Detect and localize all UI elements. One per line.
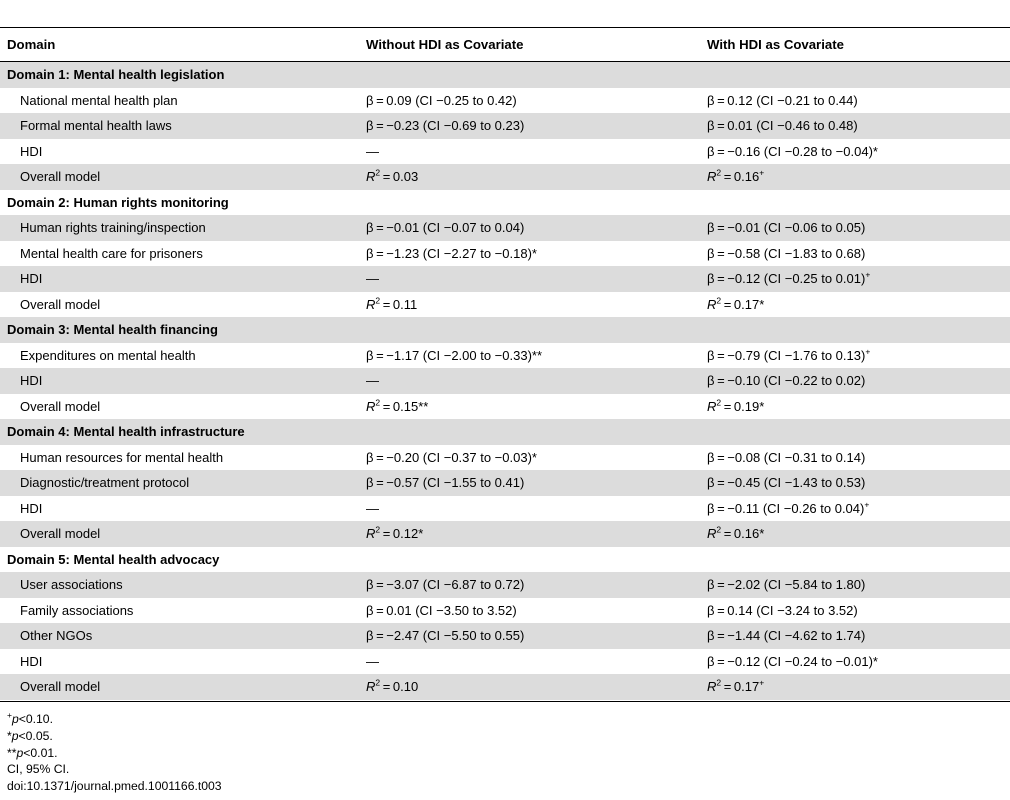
row-label: HDI <box>20 271 43 286</box>
cell-value: β = −2.02 (CI −5.84 to 1.80) <box>707 577 866 592</box>
value-with-hdi <box>707 93 858 108</box>
cell-value: β = −0.08 (CI −0.31 to 0.14) <box>707 449 866 465</box>
footnote-variable: p <box>11 712 19 726</box>
cell-value: β = −0.01 (CI −0.07 to 0.04) <box>366 220 525 235</box>
domain-section-row <box>0 317 1010 343</box>
cell-value: — <box>366 271 379 286</box>
footnote-mark: * <box>7 728 12 743</box>
value-without-hdi <box>366 220 524 235</box>
cell-value: 0.12 <box>392 526 419 541</box>
section-label: Domain 2: Human rights monitoring <box>7 194 229 210</box>
value-without-hdi <box>366 628 524 643</box>
row-label: National mental health plan <box>20 92 178 108</box>
value-with-hdi <box>707 220 865 235</box>
r-squared-exponent: 2 <box>716 397 722 408</box>
table-row <box>0 139 1010 165</box>
table-row <box>0 394 1010 420</box>
equals-sign: = <box>721 526 734 541</box>
r-squared-exponent: 2 <box>375 677 381 688</box>
header-with-hdi: With HDI as Covariate <box>707 37 844 52</box>
footnote-line <box>7 778 222 795</box>
r-squared-exponent: 2 <box>375 397 381 408</box>
row-label: Formal mental health laws <box>20 118 172 133</box>
table-row <box>0 215 1010 241</box>
value-with-hdi <box>707 679 764 694</box>
footnote-text: <0.01. <box>23 745 58 760</box>
cell-value: 0.15 <box>392 398 419 414</box>
cell-value: β = −0.23 (CI −0.69 to 0.23) <box>366 118 525 133</box>
value-with-hdi <box>707 603 858 618</box>
r-squared-exponent: 2 <box>716 677 722 688</box>
r-squared-exponent: 2 <box>375 295 381 306</box>
value-with-hdi <box>707 348 870 363</box>
section-label: Domain 1: Mental health legislation <box>7 67 225 82</box>
r-squared-symbol: R <box>707 398 717 414</box>
cell-value: 0.16 <box>733 526 760 541</box>
table-row <box>0 470 1010 496</box>
significance-mark: + <box>865 346 871 357</box>
domain-section-row <box>0 190 1010 216</box>
cell-value: β = −1.44 (CI −4.62 to 1.74) <box>707 628 866 643</box>
row-label: Overall model <box>20 526 101 541</box>
table-bottom-rule <box>0 701 1010 702</box>
footnote-text: <0.05. <box>18 728 53 743</box>
cell-value: β = 0.12 (CI −0.21 to 0.44) <box>707 92 858 108</box>
row-label: Overall model <box>20 679 101 694</box>
row-label: HDI <box>20 500 43 516</box>
equals-sign: = <box>380 526 393 541</box>
value-without-hdi <box>366 144 379 159</box>
significance-mark: ** <box>531 347 543 363</box>
table-row <box>0 521 1010 547</box>
equals-sign: = <box>380 398 393 414</box>
table-body <box>0 62 1010 700</box>
cell-value: β = 0.09 (CI −0.25 to 0.42) <box>366 92 517 108</box>
value-without-hdi <box>366 271 379 286</box>
cell-value: 0.03 <box>392 169 419 184</box>
footnote-line <box>7 745 222 762</box>
table-row <box>0 496 1010 522</box>
footnote-variable: p <box>16 745 24 760</box>
table-row <box>0 368 1010 394</box>
value-with-hdi <box>707 246 865 261</box>
value-without-hdi <box>366 526 423 541</box>
value-with-hdi <box>707 373 865 388</box>
cell-value: 0.17 <box>733 679 760 694</box>
table-row <box>0 572 1010 598</box>
significance-mark: + <box>759 677 765 688</box>
value-with-hdi <box>707 144 878 159</box>
value-with-hdi <box>707 501 869 516</box>
row-label: Expenditures on mental health <box>20 347 196 363</box>
footnote-text: <0.10. <box>18 712 53 726</box>
table-header <box>0 28 1010 61</box>
value-without-hdi <box>366 475 524 490</box>
r-squared-symbol: R <box>366 296 376 312</box>
significance-mark: * <box>531 245 537 261</box>
r-squared-symbol: R <box>366 169 376 184</box>
header-without-hdi: Without HDI as Covariate <box>366 37 524 52</box>
cell-value: β = 0.14 (CI −3.24 to 3.52) <box>707 602 858 618</box>
significance-mark: * <box>872 653 878 669</box>
significance-mark: + <box>864 499 870 510</box>
value-with-hdi <box>707 628 865 643</box>
cell-value: — <box>366 500 379 516</box>
r-squared-symbol: R <box>366 398 376 414</box>
significance-mark: * <box>759 526 765 541</box>
table-row <box>0 292 1010 318</box>
table-row <box>0 623 1010 649</box>
row-label: Human resources for mental health <box>20 449 224 465</box>
r-squared-symbol: R <box>707 679 717 694</box>
cell-value: β = −0.10 (CI −0.22 to 0.02) <box>707 373 866 388</box>
value-with-hdi <box>707 450 865 465</box>
table-row <box>0 649 1010 675</box>
row-label: Overall model <box>20 169 101 184</box>
header-domain: Domain <box>7 37 56 52</box>
row-label: User associations <box>20 577 123 592</box>
table-row <box>0 445 1010 471</box>
cell-value: β = −0.58 (CI −1.83 to 0.68) <box>707 245 866 261</box>
cell-value: β = −0.16 (CI −0.28 to −0.04) <box>707 143 873 159</box>
cell-value: β = −1.17 (CI −2.00 to −0.33) <box>366 347 532 363</box>
value-without-hdi <box>366 373 379 388</box>
equals-sign: = <box>380 296 393 312</box>
footnote-mark: ** <box>7 745 17 760</box>
value-without-hdi <box>366 450 537 465</box>
footnote-line <box>7 761 222 778</box>
cell-value: β = −1.23 (CI −2.27 to −0.18) <box>366 245 532 261</box>
cell-value: β = −0.20 (CI −0.37 to −0.03) <box>366 449 532 465</box>
table-row <box>0 88 1010 114</box>
value-without-hdi <box>366 93 517 108</box>
r-squared-exponent: 2 <box>716 295 722 306</box>
row-label: Family associations <box>20 602 134 618</box>
table-row <box>0 241 1010 267</box>
equals-sign: = <box>380 169 393 184</box>
value-without-hdi <box>366 577 524 592</box>
table-row <box>0 113 1010 139</box>
cell-value: β = −0.79 (CI −1.76 to 0.13) <box>707 347 866 363</box>
cell-value: β = −2.47 (CI −5.50 to 0.55) <box>366 628 525 643</box>
significance-mark: ** <box>418 398 429 414</box>
value-without-hdi <box>366 603 517 618</box>
value-without-hdi <box>366 348 542 363</box>
cell-value: β = −0.12 (CI −0.25 to 0.01) <box>707 271 866 286</box>
cell-value: 0.19 <box>733 398 760 414</box>
equals-sign: = <box>721 169 734 184</box>
cell-value: — <box>366 373 379 388</box>
cell-value: 0.10 <box>392 679 419 694</box>
value-with-hdi <box>707 271 870 286</box>
value-with-hdi <box>707 169 764 184</box>
equals-sign: = <box>380 679 393 694</box>
cell-value: β = −0.11 (CI −0.26 to 0.04) <box>707 500 865 516</box>
value-with-hdi <box>707 118 858 133</box>
table-footnotes <box>7 711 222 795</box>
footnote-line <box>7 711 222 728</box>
cell-value: β = 0.01 (CI −3.50 to 3.52) <box>366 602 517 618</box>
cell-value: β = −0.12 (CI −0.24 to −0.01) <box>707 653 873 669</box>
value-without-hdi <box>366 118 524 133</box>
value-without-hdi <box>366 169 418 184</box>
row-label: Overall model <box>20 398 101 414</box>
table-row <box>0 674 1010 700</box>
significance-mark: + <box>759 167 765 178</box>
r-squared-exponent: 2 <box>375 524 381 535</box>
row-label: HDI <box>20 373 43 388</box>
value-without-hdi <box>366 654 379 669</box>
r-squared-exponent: 2 <box>716 524 722 535</box>
domain-section-row <box>0 62 1010 88</box>
value-with-hdi <box>707 577 865 592</box>
equals-sign: = <box>721 296 734 312</box>
cell-value: β = −3.07 (CI −6.87 to 0.72) <box>366 577 525 592</box>
cell-value: 0.17 <box>733 296 760 312</box>
significance-mark: * <box>759 398 765 414</box>
footnote-variable: p <box>11 728 19 743</box>
value-with-hdi <box>707 654 878 669</box>
value-with-hdi <box>707 475 865 490</box>
section-label: Domain 3: Mental health financing <box>7 322 218 337</box>
row-label: Other NGOs <box>20 628 93 643</box>
significance-mark: * <box>418 526 424 541</box>
significance-mark: * <box>759 296 765 312</box>
row-label: Overall model <box>20 296 101 312</box>
row-label: Mental health care for prisoners <box>20 245 203 261</box>
cell-value: β = −0.01 (CI −0.06 to 0.05) <box>707 220 866 235</box>
section-label: Domain 5: Mental health advocacy <box>7 551 220 567</box>
r-squared-symbol: R <box>707 526 717 541</box>
row-label: Human rights training/inspection <box>20 220 206 235</box>
cell-value: — <box>366 143 379 159</box>
row-label: Diagnostic/treatment protocol <box>20 475 190 490</box>
cell-value: β = −0.57 (CI −1.55 to 0.41) <box>366 475 525 490</box>
footnote-line <box>7 728 222 745</box>
table-row <box>0 164 1010 190</box>
significance-mark: + <box>865 269 871 280</box>
value-with-hdi <box>707 297 764 312</box>
domain-section-row <box>0 547 1010 573</box>
value-with-hdi <box>707 526 764 541</box>
value-without-hdi <box>366 297 417 312</box>
cell-value: 0.16 <box>733 169 760 184</box>
value-without-hdi <box>366 679 418 694</box>
table-row <box>0 343 1010 369</box>
row-label: HDI <box>20 143 43 159</box>
r-squared-symbol: R <box>366 679 376 694</box>
footnote-text: doi:10.1371/journal.pmed.1001166.t003 <box>7 779 222 794</box>
r-squared-symbol: R <box>707 169 717 184</box>
significance-mark: * <box>531 449 537 465</box>
table-row <box>0 266 1010 292</box>
cell-value: 0.11 <box>392 296 418 312</box>
cell-value: β = 0.01 (CI −0.46 to 0.48) <box>707 118 858 133</box>
r-squared-exponent: 2 <box>375 167 381 178</box>
value-without-hdi <box>366 246 537 261</box>
section-label: Domain 4: Mental health infrastructure <box>7 424 245 439</box>
r-squared-exponent: 2 <box>716 167 722 178</box>
value-without-hdi <box>366 399 428 414</box>
significance-mark: * <box>872 143 878 159</box>
value-without-hdi <box>366 501 379 516</box>
row-label: HDI <box>20 653 43 669</box>
equals-sign: = <box>721 679 734 694</box>
footnote-mark: + <box>7 709 12 720</box>
r-squared-symbol: R <box>366 526 376 541</box>
r-squared-symbol: R <box>707 296 717 312</box>
cell-value: β = −0.45 (CI −1.43 to 0.53) <box>707 475 866 490</box>
cell-value: — <box>366 653 379 669</box>
value-with-hdi <box>707 399 764 414</box>
domain-section-row <box>0 419 1010 445</box>
table-row <box>0 598 1010 624</box>
equals-sign: = <box>721 398 734 414</box>
footnote-text: CI, 95% CI. <box>7 762 70 777</box>
